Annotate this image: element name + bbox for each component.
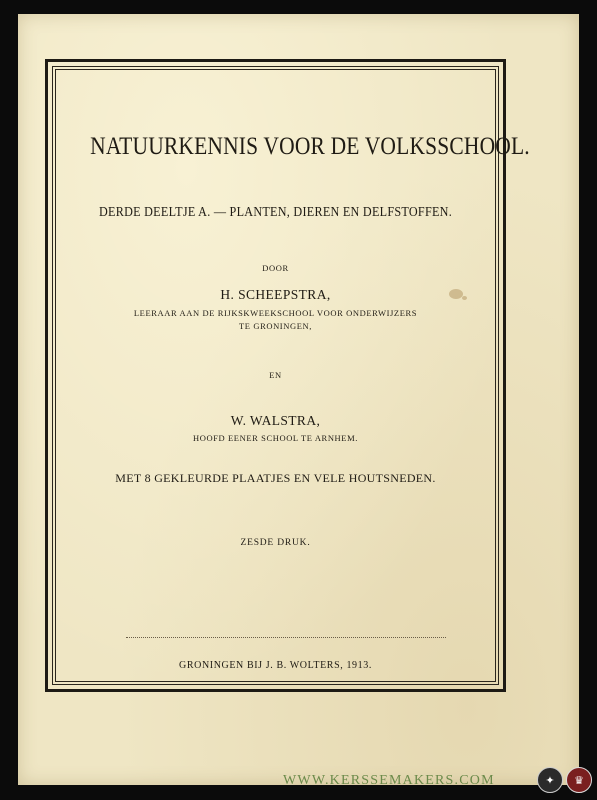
bird-logo-icon: ✦ <box>537 767 563 793</box>
edition-label: ZESDE DRUK. <box>240 538 311 548</box>
author2-name: W. WALSTRA, <box>230 413 321 428</box>
and-label: EN <box>269 370 282 380</box>
author1-role-line2: TE GRONINGEN, <box>239 321 312 331</box>
publisher-imprint: GRONINGEN BIJ J. B. WOLTERS, 1913. <box>179 660 372 671</box>
author1-role-line1: LEERAAR AAN DE RIJKSKWEEKSCHOOL VOOR ONDERWIJZERS <box>133 308 418 318</box>
seal-logo-icon: ♛ <box>566 767 592 793</box>
title-page <box>60 75 530 675</box>
watermark-text: WWW.KERSSEMAKERS.COM <box>283 773 495 788</box>
dotted-rule <box>126 637 446 638</box>
by-label: DOOR <box>262 263 289 273</box>
author2-role: HOOFD EENER SCHOOL TE ARNHEM. <box>193 433 358 443</box>
book-subtitle: DERDE DEELTJE A. — PLANTEN, DIEREN EN DELFSTOFFEN. <box>98 204 453 219</box>
plates-note: MET 8 GEKLEURDE PLAATJES EN VELE HOUTSNEDEN. <box>115 471 436 485</box>
author1-name: H. SCHEEPSTRA, <box>220 287 331 302</box>
book-title: NATUURKENNIS VOOR DE VOLKSSCHOOL. <box>90 133 530 160</box>
